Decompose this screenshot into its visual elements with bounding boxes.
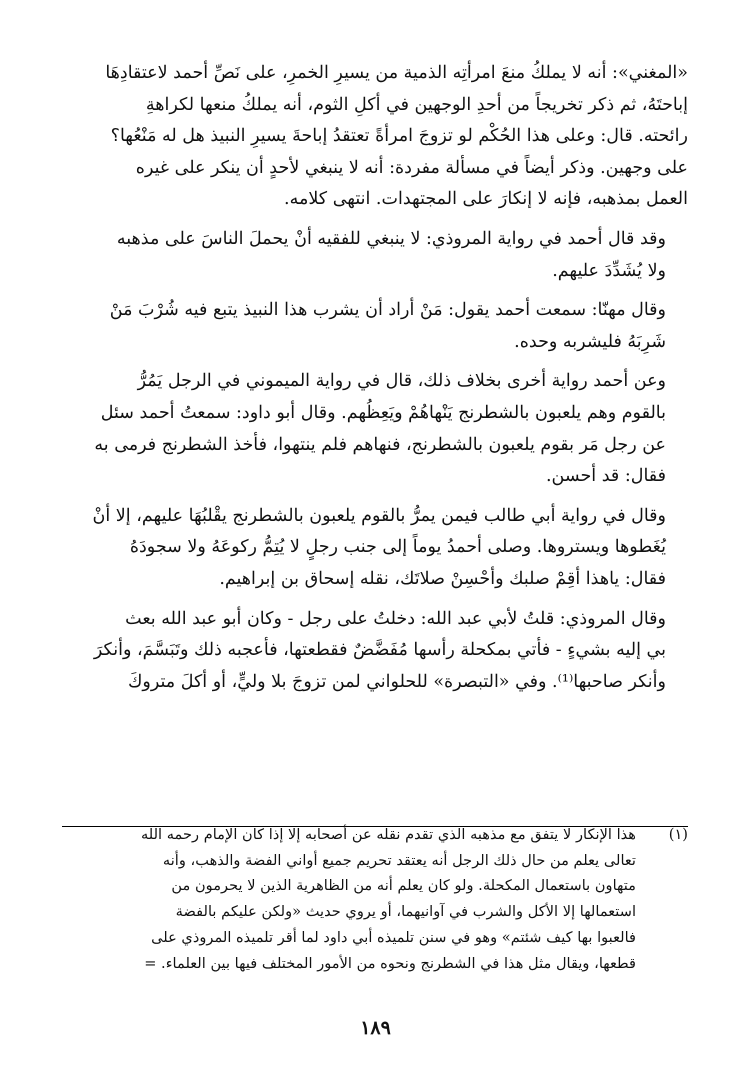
text-line: يُغَطوها ويستروها. وصلى أحمدُ يوماً إلى جنب رجلٍ لا يُتِمُّ ركوعَهُ ولا سجودَهُ [129,537,666,558]
paragraph [62,604,688,699]
footnotes [62,822,688,976]
footnote-line: هذا الإنكار لا يتفق مع مذهبه الذي تقدم نقله عن أصحابه إلا إذا كان الإمام رحمه الله [140,826,636,843]
footnote-line: قطعها، ويقال مثل هذا في الشطرنج ونحوه من الأمور المختلف فيها بين العلماء. = [144,954,636,972]
text-line: وقال في رواية أبي طالب فيمن يمرُّ بالقوم يلعبون بالشطرنج يقْلبُهَا عليهم، إلا أنْ [92,505,666,526]
footnote-line: متهاون باستعمال المكحلة. ولو كان يعلم أنه من الظاهرية الذين لا يحرمون من [171,877,636,895]
footnote-line: فالعبوا بها كيف شئتم» وهو في سنن تلميذه أبي داود لما أقر تلميذه المروذي على [151,928,636,946]
paragraph [62,366,688,492]
page-number: ١٨٩ [360,1017,391,1039]
text-line: وقال مهنّا: سمعت أحمد يقول: مَنْ أراد أن يشرب هذا النبيذ يتبع فيه شُرْبَ مَنْ [109,300,666,321]
text-line: وقد قال أحمد في رواية المروذي: لا ينبغي للفقيه أنْ يحملَ الناسَ على مذهبه [116,228,666,249]
footnote-line: تعالى يعلم من حال ذلك الرجل أنه يعتقد تحريم جميع أواني الفضة والذهب، وأنه [162,851,636,869]
text-line: «المغني»: أنه لا يملكُ منعَ امرأتِه الذمية من يسيرِ الخمرِ، على نَصِّ أحمد لاعتقادِهَا [105,63,688,83]
text-line: بالقوم وهم يلعبون بالشطرنج يَنْهاهُمْ ويَعِظُهم. وقال أبو داود: سمعتُ أحمد سئل [100,402,666,423]
text-line: فقال: قد أحسن. [545,466,666,487]
text-line: شَرِبَهُ فليشربه وحده. [514,331,666,352]
paragraph [62,295,688,358]
text-line: عن رجل مَر بقوم يلعبون بالشطرنج، فنهاهم فلم ينتهوا، فأخذ الشطرنج فرمى به [94,434,666,455]
text-line: وأنكر صاحبها⁽¹⁾. وفي «التبصرة» للحلواني لمن تزوجَ بلا وليٍّ، أو أكلَ متروكَ [127,671,666,692]
footnote-line: استعمالها إلا الأكل والشرب في آوانيهما، أو يروي حديث «ولكن عليكم بالفضة [175,903,636,921]
text-line: ولا يُشَدِّدَ عليهم. [552,260,666,281]
text-line: على وجهين. وذكر أيضاً في مسألة مفردة: أنه لا ينبغي لأحدٍ أن ينكر على غيره [135,157,688,178]
footnote [62,822,688,976]
text-line: العمل بمذهبه، فإنه لا إنكارَ على المجتهدات. انتهى كلامه. [284,189,688,210]
text-line: إباحتَهُ، ثم ذكر تخريجاً من أحدِ الوجهين في أكلِ الثوم، أنه يملكُ منعها لكراهةِ [145,94,688,115]
text-line: فقال: ياهذا أقِمْ صلبك وأحْسِنْ صلاتَك، نقله إسحاق بن إبراهيم. [219,568,666,589]
text-line: بي إليه بشيءٍ - فأتي بمكحلة رأسها مُفَضَّضٌ فقطعتها، فأعجبه ذلك وتَبَسَّمَ، وأنكرَ [93,640,666,661]
text-line: وقال المروذي: قلتُ لأبي عبد الله: دخلتُ على رجل - وكان أبو عبد الله بعث [125,608,666,629]
paragraph [62,501,688,596]
text-line: وعن أحمد رواية أخرى بخلاف ذلك، قال في رواية الميموني في الرجل يَمُرُّ [137,371,666,392]
footnote-number: (١) [668,826,688,843]
paragraph [62,224,688,287]
main-text [62,58,688,706]
text-line: رائحته. قال: وعلى هذا الحُكْم لو تزوجَ امرأةً تعتقدُ إباحةَ يسيرِ النبيذ هل له مَنْعُها؟ [110,126,688,147]
footnote-text [62,822,636,976]
paragraph [62,58,688,216]
